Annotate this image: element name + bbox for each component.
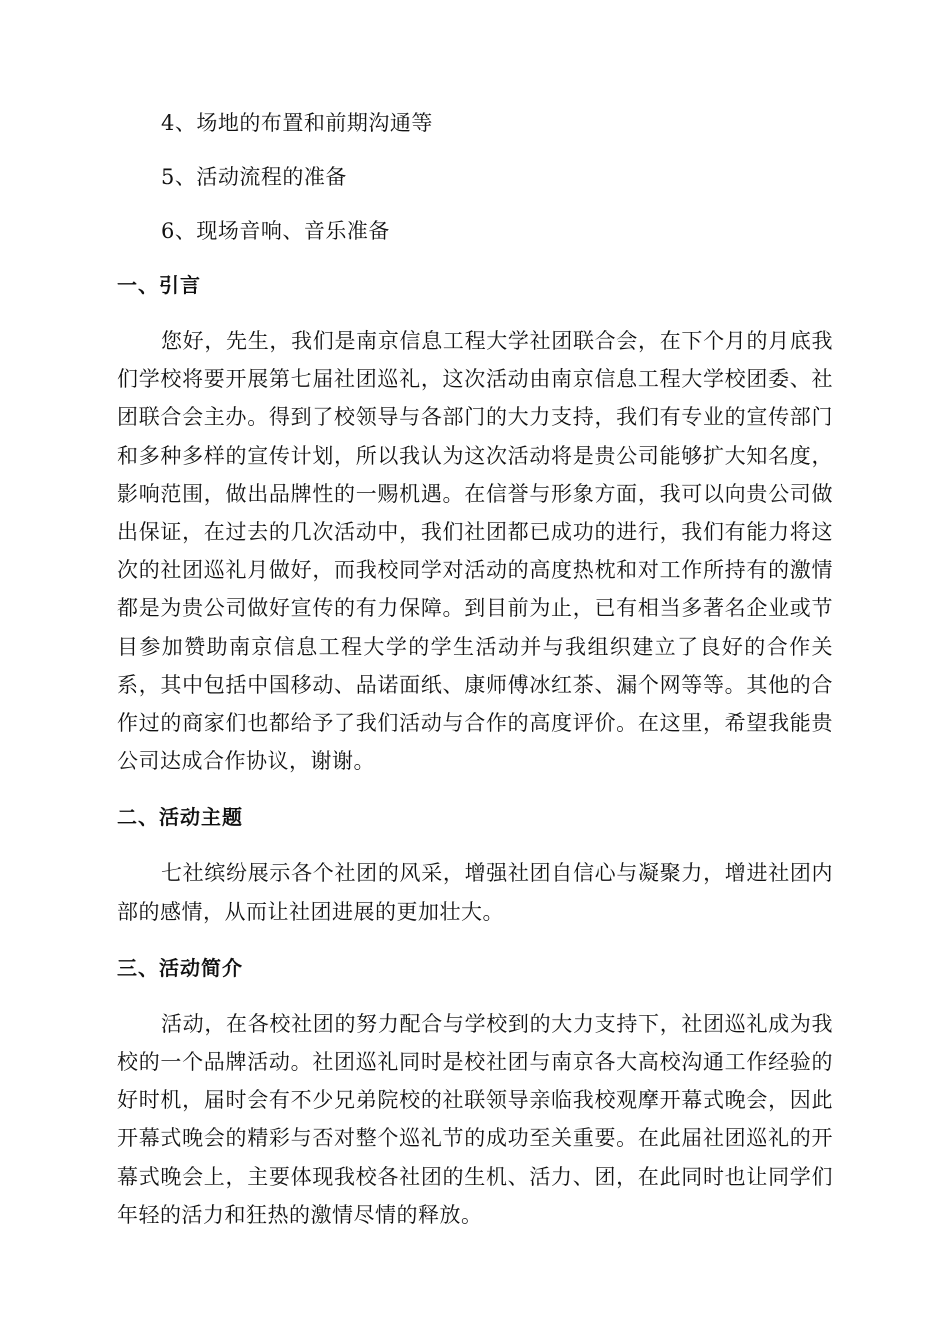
- list-item-venue: 4、场地的布置和前期沟通等: [161, 111, 433, 135]
- section-body-introduction: 您好，先生，我们是南京信息工程大学社团联合会，在下个月的月底我们学校将要开展第七届社团巡礼，这次活动由南京信息工程大学校团委、社团联合会主办。得到了校领导与各部门的大力支持，我们有专业的宣传部门和多种多样的宣传计划，所以我认为这次活动将是贵公司能够扩大知名度，影响范围，做出品牌性的一赐机遇。在信誉与形象方面，我可以向贵公司做出保证，在过去的几次活动中，我们社团都已成功的进行，我们有能力将这次的社团巡礼月做好，而我校同学对活动的高度热枕和对工作所持有的激情都是为贵公司做好宣传的有力保障。到目前为止，已有相当多著名企业或节目参加赞助南京信息工程大学的学生活动并与我组织建立了良好的合作关系，其中包括中国移动、品诺面纸、康师傅冰红茶、漏个网等等。其他的合作过的商家们也都给予了我们活动与合作的高度评价。在这里，希望我能贵公司达成合作协议，谢谢。: [117, 329, 833, 774]
- list-item-process: 5、活动流程的准备: [161, 165, 347, 189]
- section-body-theme: 七社缤纷展示各个社团的风采，增强社团自信心与凝聚力，增进社团内部的感情，从而让社团进展的更加壮大。: [117, 861, 833, 924]
- list-item-audio: 6、现场音响、音乐准备: [161, 219, 390, 243]
- section-heading-overview: 三、活动简介: [117, 955, 243, 980]
- section-heading-introduction: 一、引言: [117, 273, 201, 297]
- document-page: [117, 108, 833, 1256]
- section-heading-theme: 二、活动主题: [117, 805, 243, 830]
- section-body-overview: 活动，在各校社团的努力配合与学校到的大力支持下，社团巡礼成为我校的一个品牌活动。社团巡礼同时是校社团与南京各大高校沟通工作经验的好时机，届时会有不少兄弟院校的社联领导亲临我校观摩开幕式晚会，因此开幕式晚会的精彩与否对整个巡礼节的成功至关重要。在此届社团巡礼的开幕式晚会上，主要体现我校各社团的生机、活力、团，在此同时也让同学们年轻的活力和狂热的激情尽情的释放。: [117, 1011, 833, 1227]
